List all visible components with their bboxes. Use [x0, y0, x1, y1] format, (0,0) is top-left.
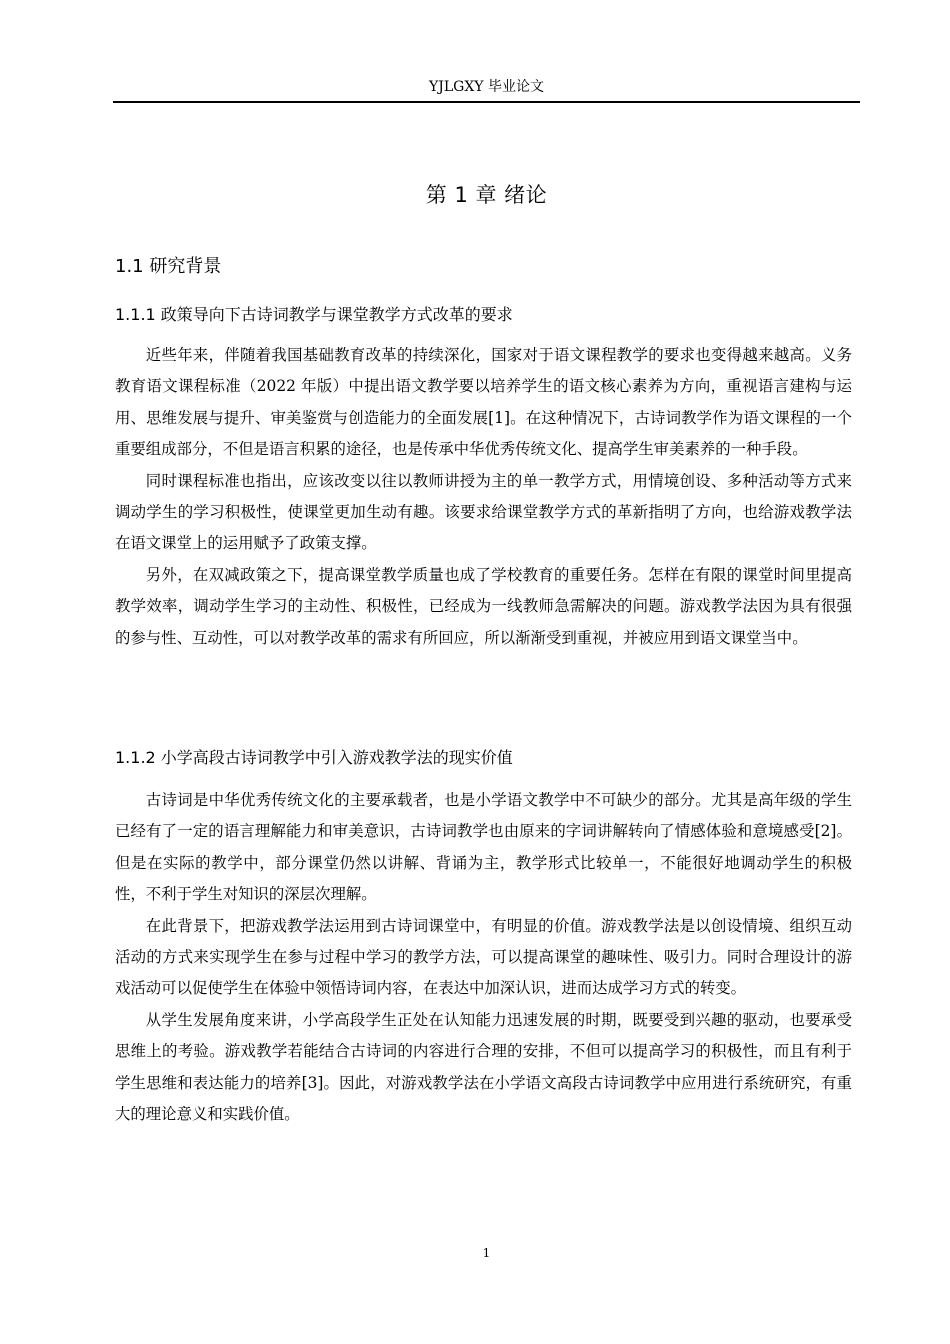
section-heading-1-1-1: 1.1.1 政策导向下古诗词教学与课堂教学方式改革的要求: [115, 305, 513, 324]
paragraph: 在此背景下，把游戏教学法运用到古诗词课堂中，有明显的价值。游戏教学法是以创设情境、组织互动活动的方式来实现学生在参与过程中学习的教学方法，可以提高课堂的趣味性、吸引力。同时合理设计的游戏活动可以促使学生在体验中领悟诗词内容，在表达中加深认识，进而达成学习方式的转变。: [115, 916, 852, 998]
header-rule: [113, 101, 860, 103]
page-number: 1: [482, 1246, 491, 1260]
paragraph: 从学生发展角度来讲，小学高段学生正处在认知能力迅速发展的时期，既要受到兴趣的驱动，也要承受思维上的考验。游戏教学若能结合古诗词的内容进行合理的安排，不但可以提高学习的积极性，而且有利于学生思维和表达能力的培养[3]。因此，对游戏教学法在小学语文高段古诗词教学中应用进行系统研究，有重大的理论意义和实践价值。: [115, 1010, 852, 1124]
section-heading-1-1: 1.1 研究背景: [115, 256, 222, 277]
paragraph: 同时课程标准也指出，应该改变以往以教师讲授为主的单一教学方式，用情境创设、多种活动等方式来调动学生的学习积极性，使课堂更加生动有趣。该要求给课堂教学方式的革新指明了方向，也给游戏教学法在语文课堂上的运用赋予了政策支撑。: [115, 471, 852, 553]
section-1-1-2-body: [115, 785, 852, 1130]
running-header: YJLGXY 毕业论文: [429, 79, 544, 95]
paragraph: 近些年来，伴随着我国基础教育改革的持续深化，国家对于语文课程教学的要求也变得越来越高。义务教育语文课程标准（2022 年版）中提出语文教学要以培养学生的语文核心素养为方向，重视语言建构与运用、思维发展与提升、审美鉴赏与创造能力的全面发展[1]。在这种情况下，古诗词教学作为语文课程的一个重要组成部分，不但是语言积累的途径，也是传承中华优秀传统文化、提高学生审美素养的一种手段。: [115, 346, 852, 459]
chapter-title: 第 1 章 绪论: [425, 183, 548, 207]
section-heading-1-1-2: 1.1.2 小学高段古诗词教学中引入游戏教学法的现实价值: [115, 748, 513, 767]
paragraph: 古诗词是中华优秀传统文化的主要承载者，也是小学语文教学中不可缺少的部分。尤其是高年级的学生已经有了一定的语言理解能力和审美意识，古诗词教学也由原来的字词讲解转向了情感体验和意境感受[2]。但是在实际的教学中，部分课堂仍然以讲解、背诵为主，教学形式比较单一，不能很好地调动学生的积极性，不利于学生对知识的深层次理解。: [115, 791, 852, 904]
section-1-1-1-body: [115, 340, 852, 654]
paragraph: 另外，在双减政策之下，提高课堂教学质量也成了学校教育的重要任务。怎样在有限的课堂时间里提高教学效率，调动学生学习的主动性、积极性，已经成为一线教师急需解决的问题。游戏教学法因为具有很强的参与性、互动性，可以对教学改革的需求有所回应，所以渐渐受到重视，并被应用到语文课堂当中。: [115, 565, 852, 647]
